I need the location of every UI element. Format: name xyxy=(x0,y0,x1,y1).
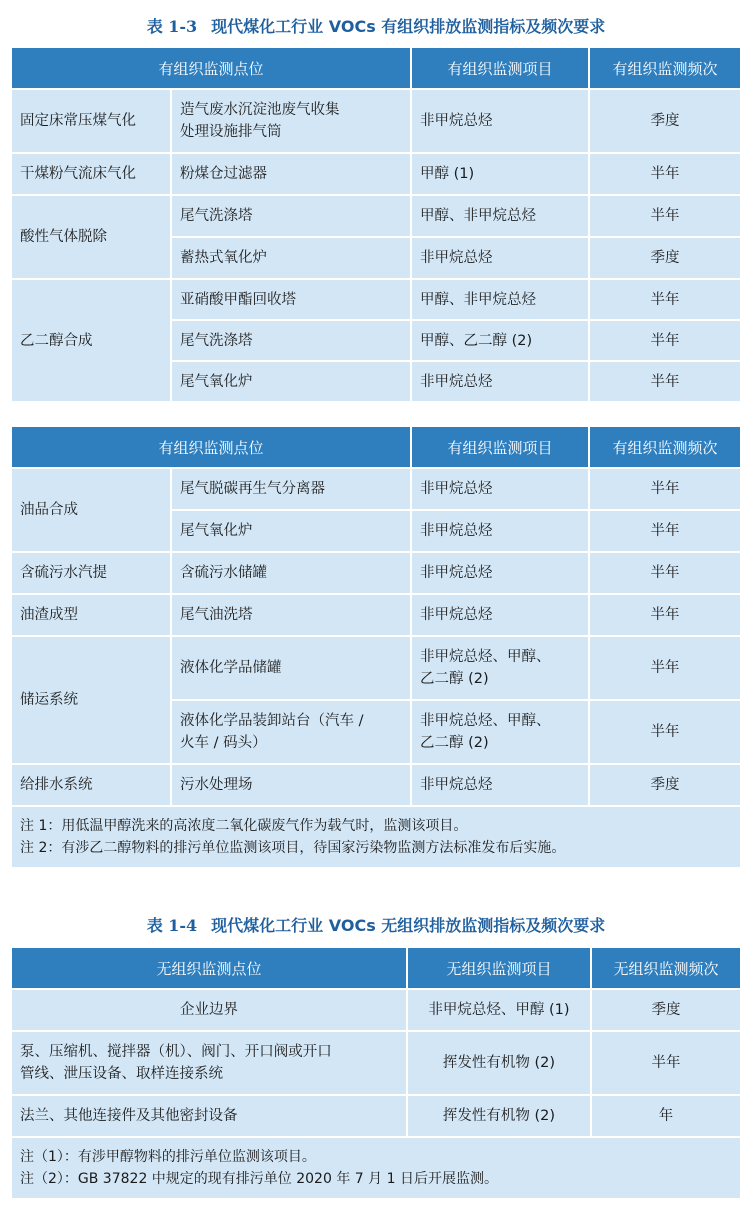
point-cell: 尾气洗涤塔 xyxy=(171,195,411,237)
point-cell: 粉煤仓过滤器 xyxy=(171,153,411,195)
group-cell: 含硫污水汽提 xyxy=(11,552,171,594)
frequency-cell: 半年 xyxy=(589,510,741,552)
table-1-3-number: 表 1-3 xyxy=(146,17,198,36)
point-line: 处理设施排气筒 xyxy=(180,124,282,140)
point-line: 泵、压缩机、搅拌器（机）、阀门、开口阀或开口 xyxy=(20,1044,332,1060)
frequency-cell: 半年 xyxy=(589,320,741,361)
header-monitoring-frequency: 无组织监测频次 xyxy=(591,947,741,989)
point-cell: 亚硝酸甲酯回收塔 xyxy=(171,279,411,320)
frequency-cell: 半年 xyxy=(589,700,741,764)
table-notes xyxy=(11,806,741,868)
note-2: 注（2）：GB 37822 中规定的现有排污单位 2020 年 7 月 1 日后开展监测。 xyxy=(20,1171,498,1187)
frequency-cell: 年 xyxy=(591,1095,741,1137)
point-cell: 蓄热式氧化炉 xyxy=(171,237,411,279)
header-monitoring-frequency: 有组织监测频次 xyxy=(589,47,741,89)
item-cell: 非甲烷总烃、甲醇 (1) xyxy=(407,989,591,1031)
item-cell: 非甲烷总烃 xyxy=(411,361,589,402)
header-monitoring-item: 无组织监测项目 xyxy=(407,947,591,989)
table-header-row xyxy=(11,47,741,89)
item-line: 非甲烷总烃、甲醇、 xyxy=(420,713,551,729)
group-cell: 油品合成 xyxy=(11,468,171,552)
table-row xyxy=(11,279,741,320)
item-cell xyxy=(411,700,589,764)
point-cell: 尾气脱碳再生气分离器 xyxy=(171,468,411,510)
point-line: 管线、泄压设备、取样连接系统 xyxy=(20,1066,223,1082)
frequency-cell: 半年 xyxy=(589,195,741,237)
table-row xyxy=(11,594,741,636)
frequency-cell: 半年 xyxy=(589,468,741,510)
point-line: 造气废水沉淀池废气收集 xyxy=(180,102,340,118)
table-row xyxy=(11,636,741,700)
table-1-3-organized-continued xyxy=(10,425,742,869)
group-cell: 乙二醇合成 xyxy=(11,279,171,402)
table-1-4-number: 表 1-4 xyxy=(146,916,198,935)
item-cell: 非甲烷总烃 xyxy=(411,764,589,806)
table-row xyxy=(11,468,741,510)
point-cell xyxy=(171,700,411,764)
frequency-cell: 半年 xyxy=(589,279,741,320)
item-cell: 挥发性有机物 (2) xyxy=(407,1031,591,1095)
table-1-3-organized xyxy=(10,46,742,403)
frequency-cell: 季度 xyxy=(591,989,741,1031)
header-monitoring-item: 有组织监测项目 xyxy=(411,47,589,89)
table-1-4-title xyxy=(0,913,752,936)
item-line: 非甲烷总烃、甲醇、 xyxy=(420,649,551,665)
table-row xyxy=(11,552,741,594)
point-line: 火车 / 码头） xyxy=(180,735,267,751)
table-1-3-title-text: 现代煤化工行业 VOCs 有组织排放监测指标及频次要求 xyxy=(211,17,606,36)
note-1: 注 1：用低温甲醇洗来的高浓度二氧化碳废气作为载气时，监测该项目。 xyxy=(20,818,468,834)
group-cell: 储运系统 xyxy=(11,636,171,764)
table-row xyxy=(11,153,741,195)
item-cell: 甲醇 (1) xyxy=(411,153,589,195)
item-cell: 非甲烷总烃 xyxy=(411,237,589,279)
header-monitoring-point: 无组织监测点位 xyxy=(11,947,407,989)
point-cell: 尾气氧化炉 xyxy=(171,361,411,402)
table-notes xyxy=(11,1137,741,1199)
table-header-row xyxy=(11,426,741,468)
table-notes-row xyxy=(11,806,741,868)
frequency-cell: 半年 xyxy=(589,153,741,195)
item-cell: 甲醇、乙二醇 (2) xyxy=(411,320,589,361)
point-cell: 企业边界 xyxy=(11,989,407,1031)
frequency-cell: 季度 xyxy=(589,237,741,279)
frequency-cell: 半年 xyxy=(589,361,741,402)
header-monitoring-point: 有组织监测点位 xyxy=(11,47,411,89)
header-monitoring-frequency: 有组织监测频次 xyxy=(589,426,741,468)
note-2: 注 2：有涉乙二醇物料的排污单位监测该项目，待国家污染物监测方法标准发布后实施。 xyxy=(20,840,566,856)
frequency-cell: 季度 xyxy=(589,89,741,153)
item-cell: 非甲烷总烃 xyxy=(411,552,589,594)
frequency-cell: 半年 xyxy=(589,552,741,594)
item-cell: 挥发性有机物 (2) xyxy=(407,1095,591,1137)
table-row xyxy=(11,1031,741,1095)
table-1-3-title xyxy=(0,14,752,37)
frequency-cell: 半年 xyxy=(589,594,741,636)
table-row xyxy=(11,764,741,806)
table-row xyxy=(11,989,741,1031)
point-cell xyxy=(11,1031,407,1095)
note-1: 注（1）：有涉甲醇物料的排污单位监测该项目。 xyxy=(20,1149,316,1165)
item-cell: 非甲烷总烃 xyxy=(411,468,589,510)
table-1-4-fugitive xyxy=(10,946,742,1200)
item-line: 乙二醇 (2) xyxy=(420,671,489,687)
table-1-4-title-text: 现代煤化工行业 VOCs 无组织排放监测指标及频次要求 xyxy=(211,916,606,935)
frequency-cell: 半年 xyxy=(591,1031,741,1095)
point-cell: 尾气氧化炉 xyxy=(171,510,411,552)
point-cell: 污水处理场 xyxy=(171,764,411,806)
table-notes-row xyxy=(11,1137,741,1199)
point-cell: 含硫污水储罐 xyxy=(171,552,411,594)
item-cell: 非甲烷总烃 xyxy=(411,594,589,636)
group-cell: 干煤粉气流床气化 xyxy=(11,153,171,195)
item-cell: 甲醇、非甲烷总烃 xyxy=(411,279,589,320)
frequency-cell: 季度 xyxy=(589,764,741,806)
point-cell: 液体化学品储罐 xyxy=(171,636,411,700)
item-cell: 甲醇、非甲烷总烃 xyxy=(411,195,589,237)
header-monitoring-point: 有组织监测点位 xyxy=(11,426,411,468)
group-cell: 给排水系统 xyxy=(11,764,171,806)
point-cell: 尾气洗涤塔 xyxy=(171,320,411,361)
table-row xyxy=(11,1095,741,1137)
point-line: 液体化学品装卸站台（汽车 / xyxy=(180,713,364,729)
group-cell: 固定床常压煤气化 xyxy=(11,89,171,153)
group-cell: 油渣成型 xyxy=(11,594,171,636)
table-row xyxy=(11,89,741,153)
item-cell xyxy=(411,636,589,700)
point-cell: 尾气油洗塔 xyxy=(171,594,411,636)
item-cell: 非甲烷总烃 xyxy=(411,89,589,153)
item-line: 乙二醇 (2) xyxy=(420,735,489,751)
item-cell: 非甲烷总烃 xyxy=(411,510,589,552)
group-cell: 酸性气体脱除 xyxy=(11,195,171,279)
table-header-row xyxy=(11,947,741,989)
point-cell: 法兰、其他连接件及其他密封设备 xyxy=(11,1095,407,1137)
frequency-cell: 半年 xyxy=(589,636,741,700)
table-row xyxy=(11,195,741,237)
header-monitoring-item: 有组织监测项目 xyxy=(411,426,589,468)
point-cell xyxy=(171,89,411,153)
